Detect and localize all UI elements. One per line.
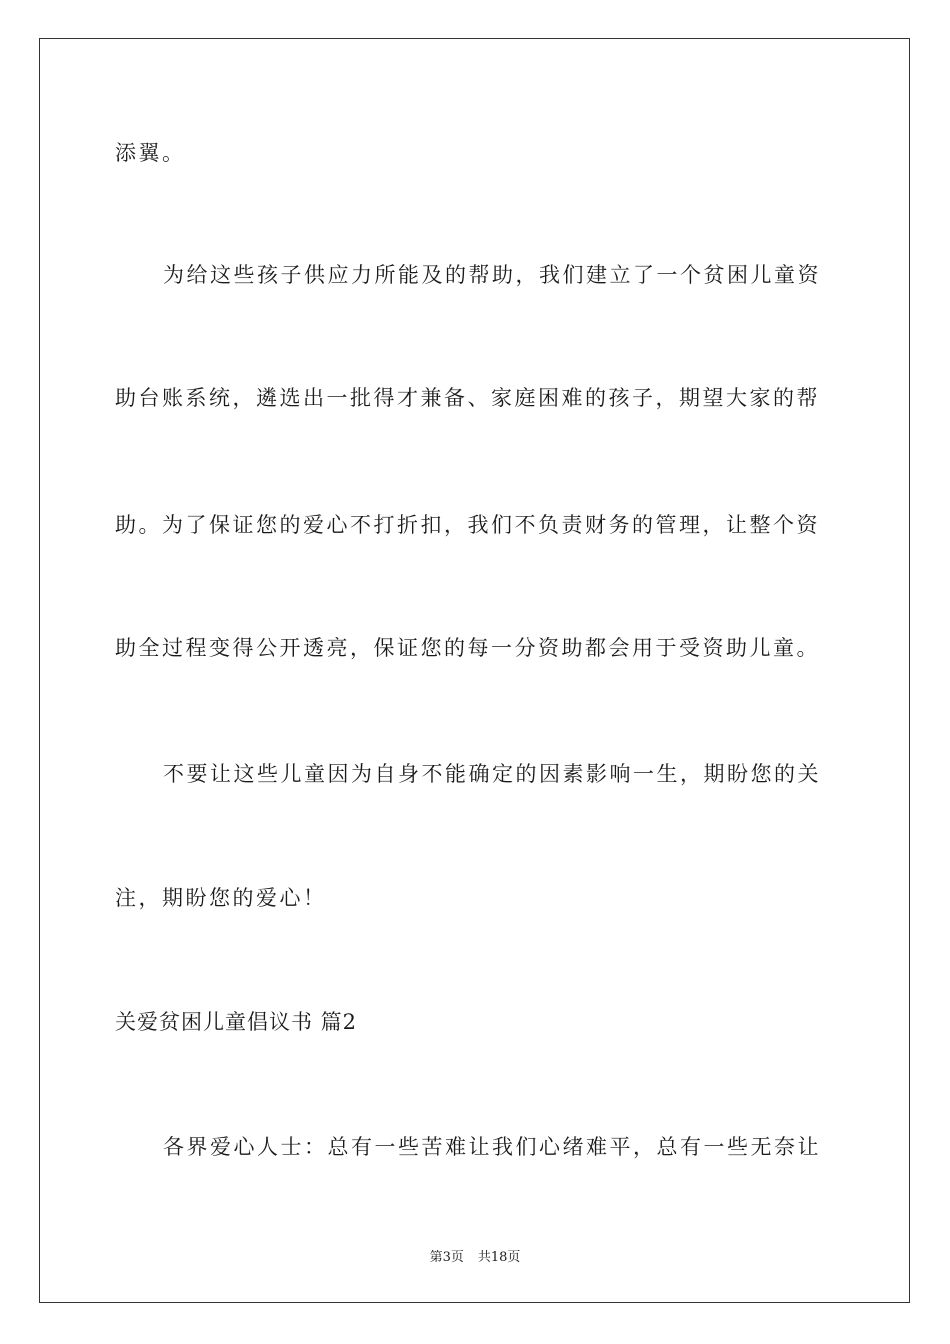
- paragraph-3-line-1: 各界爱心人士：总有一些苦难让我们心绪难平，总有一些无奈让: [163, 1135, 821, 1159]
- section-heading: 关爱贫困儿童倡议书 篇2: [115, 1010, 358, 1034]
- text-line-1: 添翼。: [115, 141, 186, 165]
- paragraph-2-line-2: 注，期盼您的爱心！: [115, 886, 327, 910]
- page-footer: [0, 1249, 950, 1267]
- paragraph-1-line-4: 助全过程变得公开透亮，保证您的每一分资助都会用于受资助儿童。: [115, 636, 820, 660]
- page-number: 第3页: [429, 1250, 464, 1265]
- paragraph-1-line-2: 助台账系统，遴选出一批得才兼备、家庭困难的孩子，期望大家的帮: [115, 386, 820, 410]
- page-border: [39, 38, 910, 1303]
- paragraph-1-line-3: 助。为了保证您的爱心不打折扣，我们不负责财务的管理，让整个资: [115, 513, 820, 537]
- page-total: 共18页: [477, 1250, 521, 1265]
- paragraph-1-line-1: 为给这些孩子供应力所能及的帮助，我们建立了一个贫困儿童资: [163, 263, 821, 287]
- paragraph-2-line-1: 不要让这些儿童因为自身不能确定的因素影响一生，期盼您的关: [163, 762, 821, 786]
